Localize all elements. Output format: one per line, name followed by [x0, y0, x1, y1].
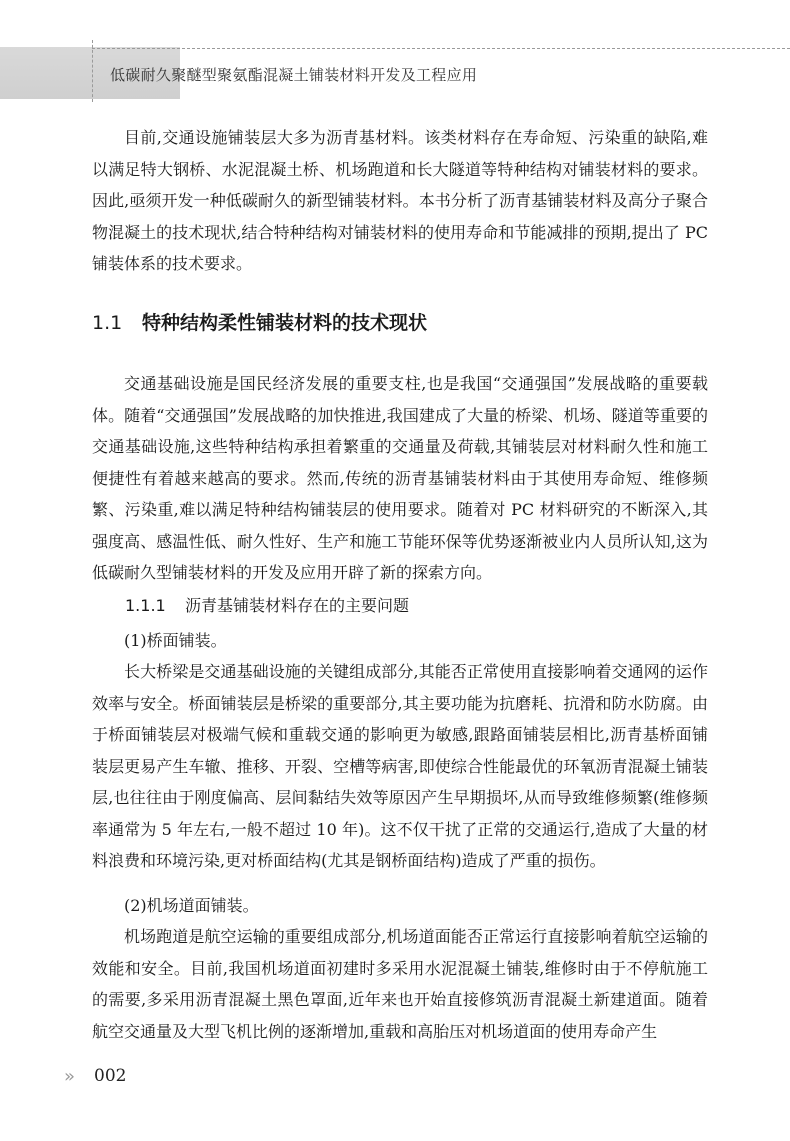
subsection-number: 1.1.1: [125, 596, 166, 615]
subsection-heading: [125, 593, 409, 616]
section-number: 1.1: [92, 312, 123, 334]
intro-paragraph: 目前,交通设施铺装层大多为沥青基材料。该类材料存在寿命短、污染重的缺陷,难以满足特大钢桥、水泥混凝土桥、机场跑道和长大隧道等特种结构对铺装材料的要求。因此,亟须开发一种低碳耐久的新型铺装材料。本书分析了沥青基铺装材料及高分子聚合物混凝土的技术现状,结合特种结构对铺装材料的使用寿命和节能减排的预期,提出了 PC 铺装体系的技术要求。: [92, 128, 708, 273]
section-heading: [92, 308, 427, 335]
header-dashed-rule: [92, 48, 790, 49]
subsection-title: 沥青基铺装材料存在的主要问题: [185, 596, 410, 615]
page-number: 002: [94, 1066, 127, 1086]
item1-heading: (1)桥面铺装。: [124, 631, 227, 650]
item2-heading: (2)机场道面铺装。: [124, 896, 259, 915]
item2-paragraph: 机场跑道是航空运输的重要组成部分,机场道面能否正常运行直接影响着航空运输的效能和安全。目前,我国机场道面初建时多采用水泥混凝土铺装,维修时由于不停航施工的需要,多采用沥青混凝土黑色罩面,近年来也开始直接修筑沥青混凝土新建道面。随着航空交通量及大型飞机比例的逐渐增加,重载和高胎压对机场道面的使用寿命产生: [92, 927, 708, 1041]
section-paragraph: 交通基础设施是国民经济发展的重要支柱,也是我国“交通强国”发展战略的重要载体。随着“交通强国”发展战略的加快推进,我国建成了大量的桥梁、机场、隧道等重要的交通基础设施,这些特种结构承担着繁重的交通量及荷载,其铺装层对材料耐久性和施工便捷性有着越来越高的要求。然而,传统的沥青基铺装材料由于其使用寿命短、维修频繁、污染重,难以满足特种结构铺装层的使用要求。随着对 PC 材料研究的不断深入,其强度高、感温性低、耐久性好、生产和施工节能环保等优势逐渐被业内人员所认知,这为低碳耐久型铺装材料的开发及应用开辟了新的探索方向。: [92, 374, 708, 582]
header-dashed-divider: [92, 40, 93, 102]
item1-paragraph: 长大桥梁是交通基础设施的关键组成部分,其能否正常使用直接影响着交通网的运作效率与安全。桥面铺装层是桥梁的重要部分,其主要功能为抗磨耗、抗滑和防水防腐。由于桥面铺装层对极端气候和重载交通的影响更为敏感,跟路面铺装层相比,沥青基桥面铺装层更易产生车辙、推移、开裂、空槽等病害,即使综合性能最优的环氧沥青混凝土铺装层,也往往由于刚度偏高、层间黏结失效等原因产生早期损坏,从而导致维修频繁(维修频率通常为 5 年左右,一般不超过 10 年)。这不仅干扰了正常的交通运行,造成了大量的材料浪费和环境污染,更对桥面结构(尤其是钢桥面结构)造成了严重的损伤。: [92, 662, 708, 870]
section-title: 特种结构柔性铺装材料的技术现状: [142, 312, 428, 334]
running-header-title: 低碳耐久聚醚型聚氨酯混凝土铺装材料开发及工程应用: [110, 66, 478, 84]
footer-chevron-icon: »: [64, 1066, 76, 1087]
